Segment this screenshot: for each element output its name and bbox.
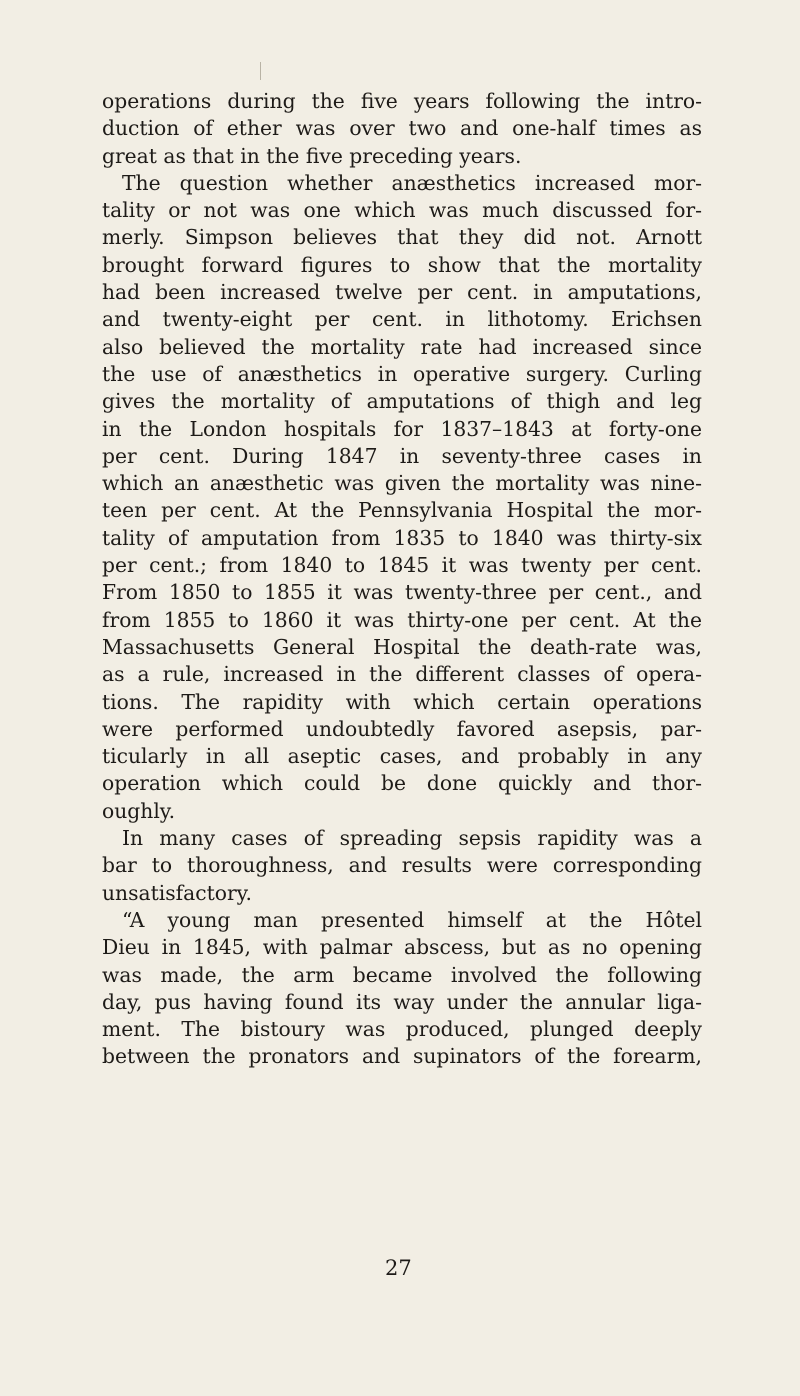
text-line: per cent. During 1847 in seventy-three cases in <box>102 443 702 468</box>
text-line: from 1855 to 1860 it was thirty-one per cent. At the <box>102 607 702 632</box>
text-line: operation which could be done quickly and thor- <box>102 771 702 796</box>
text-line: unsatisfactory. <box>102 880 252 905</box>
text-line: From 1850 to 1855 it was twenty-three per cent., and <box>102 580 702 605</box>
text-line: were performed undoubtedly favored asepsis, par- <box>102 716 702 741</box>
text-line: per cent.; from 1840 to 1845 it was twenty per cent. <box>102 553 702 578</box>
text-line: ment. The bistoury was produced, plunged deeply <box>102 1017 702 1042</box>
text-line: oughly. <box>102 798 176 823</box>
text-line: “A young man presented himself at the Hôtel <box>122 907 702 932</box>
page-number: 27 <box>385 1256 412 1280</box>
text-line: Massachusetts General Hospital the death-rate was, <box>102 634 702 659</box>
text-line: tions. The rapidity with which certain operations <box>102 689 702 714</box>
text-line: In many cases of spreading sepsis rapidity was a <box>122 826 702 851</box>
text-line: in the London hospitals for 1837–1843 at forty-one <box>102 416 702 441</box>
text-line: gives the mortality of amputations of thigh and leg <box>102 389 702 414</box>
text-line: had been increased twelve per cent. in amputations, <box>102 280 702 305</box>
text-line: ticularly in all aseptic cases, and probably in any <box>102 744 702 769</box>
text-line: tality or not was one which was much discussed for- <box>102 198 702 223</box>
text-line: brought forward figures to show that the mortality <box>102 252 702 277</box>
text-line: which an anæsthetic was given the mortality was nine- <box>102 471 702 496</box>
text-line: tality of amputation from 1835 to 1840 was thirty-six <box>102 525 702 550</box>
text-line: between the pronators and supinators of the forearm, <box>102 1044 702 1069</box>
scan-mark <box>260 62 261 80</box>
text-line: bar to thoroughness, and results were corresponding <box>102 853 702 878</box>
page-body <box>102 88 702 1071</box>
text-line: day, pus having found its way under the annular liga- <box>102 989 702 1014</box>
text-line: was made, the arm became involved the following <box>102 962 702 987</box>
text-line: and twenty-eight per cent. in lithotomy. Erichsen <box>102 307 702 332</box>
text-line: operations during the five years following the intro- <box>102 89 702 113</box>
text-line: The question whether anæsthetics increased mor- <box>122 170 702 195</box>
text-line: as a rule, increased in the different classes of opera- <box>102 662 702 687</box>
text-line: teen per cent. At the Pennsylvania Hospital the mor- <box>102 498 702 523</box>
text-line: great as that in the five preceding years. <box>102 143 522 168</box>
text-line: Dieu in 1845, with palmar abscess, but as no opening <box>102 935 702 960</box>
text-line: merly. Simpson believes that they did not. Arnott <box>102 225 702 250</box>
text-line: also believed the mortality rate had increased since <box>102 334 702 359</box>
text-line: duction of ether was over two and one-half times as <box>102 116 702 141</box>
text-line: the use of anæsthetics in operative surgery. Curling <box>102 361 702 386</box>
